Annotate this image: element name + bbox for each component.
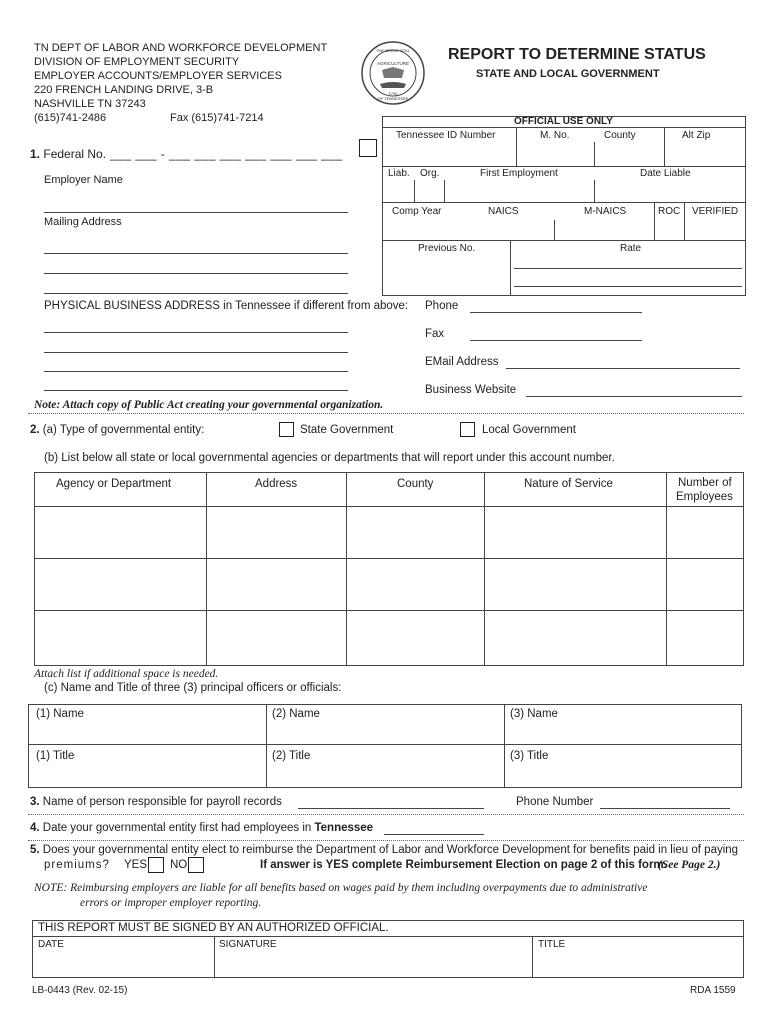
state-government-checkbox[interactable] (279, 422, 294, 437)
roc-label: ROC (658, 206, 681, 217)
physical-address-line-2[interactable] (44, 352, 348, 353)
officers-table (28, 704, 742, 788)
first-employees-date-field[interactable] (384, 834, 484, 835)
date-field[interactable] (34, 950, 212, 976)
column-address: Address (255, 478, 298, 490)
date-liable-label: Date Liable (640, 168, 691, 179)
signature-field[interactable] (216, 950, 530, 976)
official-use-heading: OFFICIAL USE ONLY (514, 116, 613, 127)
reimbursing-note-line1: NOTE: Reimbursing employers are liable for all benefits based on wages paid by them including overpayments due to administrative (34, 882, 648, 894)
title-field[interactable] (534, 950, 742, 976)
fax-field[interactable] (470, 340, 642, 341)
section3-phone-field[interactable] (600, 808, 730, 809)
federal-number-field[interactable]: ___ ___ - ___ ___ ___ ___ ___ ___ ___ (110, 147, 343, 161)
physical-address-label: PHYSICAL BUSINESS ADDRESS in Tennessee if different from above: (44, 300, 409, 312)
svg-text:1796: 1796 (388, 91, 398, 96)
form-subtitle: STATE AND LOCAL GOVERNMENT (476, 68, 660, 80)
table-row[interactable] (36, 612, 204, 664)
liab-label: Liab. (388, 168, 410, 179)
no-checkbox[interactable] (188, 857, 204, 873)
tn-id-label: Tennessee ID Number (396, 130, 496, 141)
m-no-label: M. No. (540, 130, 570, 141)
local-government-checkbox[interactable] (460, 422, 475, 437)
naics-label: NAICS (488, 206, 519, 217)
table-row[interactable] (36, 508, 204, 556)
svg-text:AGRICULTURE: AGRICULTURE (377, 61, 409, 66)
payroll-person-field[interactable] (298, 808, 484, 809)
website-label: Business Website (425, 384, 517, 396)
signature-title-label: TITLE (538, 939, 566, 950)
premiums-label: premiums? (44, 859, 110, 871)
federal-number-checkbox[interactable] (359, 139, 377, 157)
mailing-address-label: Mailing Address (44, 216, 122, 228)
table-row[interactable] (36, 560, 204, 608)
no-label: NO (170, 859, 188, 871)
alt-zip-label: Alt Zip (682, 130, 711, 141)
officer2-title[interactable]: (2) Title (272, 750, 311, 762)
column-county: County (397, 478, 434, 490)
officer1-name[interactable]: (1) Name (36, 708, 84, 720)
county-label: County (604, 130, 636, 141)
column-service: Nature of Service (524, 478, 613, 490)
rate-label: Rate (620, 243, 642, 254)
officer1-title[interactable]: (1) Title (36, 750, 75, 762)
column-employees-line1: Number of (678, 477, 732, 489)
first-employment-label: First Employment (480, 168, 558, 179)
employer-name-field[interactable] (44, 212, 348, 213)
section2a-label: 2. (a) Type of governmental entity: (30, 424, 205, 436)
rda-number: RDA 1559 (690, 985, 736, 996)
svg-text:THE GREAT SEAL: THE GREAT SEAL (376, 48, 410, 53)
form-title: REPORT TO DETERMINE STATUS (448, 46, 706, 63)
section2b-label: (b) List below all state or local governmental agencies or departments that will report under this account number. (44, 452, 615, 464)
yes-checkbox[interactable] (148, 857, 164, 873)
mailing-address-line-2[interactable] (44, 273, 348, 274)
local-government-label: Local Government (482, 424, 576, 436)
employer-name-label: Employer Name (44, 174, 123, 186)
previous-no-label: Previous No. (418, 243, 476, 254)
state-government-label: State Government (300, 424, 394, 436)
agency-fax: Fax (615)741-7214 (170, 112, 264, 124)
tennessee-seal-icon (360, 40, 426, 106)
section1-number: 1. Federal No. (30, 147, 107, 161)
fax-label: Fax (425, 328, 445, 340)
see-page-2: (See Page 2.) (658, 859, 721, 871)
mailing-address-line-3[interactable] (44, 293, 348, 294)
svg-text:OF TENNESSEE: OF TENNESSEE (377, 96, 409, 101)
agency-street: 220 FRENCH LANDING DRIVE, 3-B (34, 84, 214, 96)
agency-name: TN DEPT OF LABOR AND WORKFORCE DEVELOPMENT (34, 42, 328, 54)
officer3-name[interactable]: (3) Name (510, 708, 558, 720)
agency-division: DIVISION OF EMPLOYMENT SECURITY (34, 56, 240, 68)
signature-heading: THIS REPORT MUST BE SIGNED BY AN AUTHORIZED OFFICIAL. (38, 922, 389, 934)
phone-label: Phone (425, 300, 459, 312)
form-number: LB-0443 (Rev. 02-15) (32, 985, 128, 996)
comp-year-label: Comp Year (392, 206, 442, 217)
agency-phone: (615)741-2486 (34, 112, 107, 124)
signature-label: SIGNATURE (219, 939, 277, 950)
section2c-label: (c) Name and Title of three (3) principal officers or officials: (44, 682, 342, 694)
section3-label: 3. Name of person responsible for payroll records (30, 796, 282, 808)
physical-address-line-1[interactable] (44, 332, 348, 333)
yes-label: YES (124, 859, 148, 871)
physical-address-line-3[interactable] (44, 371, 348, 372)
verified-label: VERIFIED (692, 206, 739, 217)
phone-field[interactable] (470, 312, 642, 313)
section3-phone-label: Phone Number (516, 796, 594, 808)
agency-city: NASHVILLE TN 37243 (34, 98, 146, 110)
m-naics-label: M-NAICS (584, 206, 627, 217)
column-employees-line2: Employees (676, 491, 733, 503)
website-field[interactable] (526, 396, 742, 397)
mailing-address-line-1[interactable] (44, 253, 348, 254)
public-act-note: Note: Attach copy of Public Act creating your governmental organization. (34, 399, 384, 411)
section5-question: 5. Does your governmental entity elect to reimburse the Department of Labor and Workforce Development for benefits paid in lieu of paying (30, 844, 739, 856)
email-label: EMail Address (425, 356, 499, 368)
column-agency: Agency or Department (56, 478, 172, 490)
attach-list-note: Attach list if additional space is needed. (34, 668, 219, 680)
officer3-title[interactable]: (3) Title (510, 750, 549, 762)
section4-label: 4. Date your governmental entity first had employees in Tennessee (30, 822, 374, 834)
org-label: Org. (420, 168, 440, 179)
agency-dept: EMPLOYER ACCOUNTS/EMPLOYER SERVICES (34, 70, 282, 82)
email-field[interactable] (506, 368, 740, 369)
reimbursing-note-line2: errors or improper employer reporting. (80, 897, 262, 909)
officer2-name[interactable]: (2) Name (272, 708, 320, 720)
physical-address-line-4[interactable] (44, 390, 348, 391)
reimbursement-instruction: If answer is YES complete Reimbursement Election on page 2 of this form. (260, 859, 667, 871)
signature-date-label: DATE (38, 939, 64, 950)
